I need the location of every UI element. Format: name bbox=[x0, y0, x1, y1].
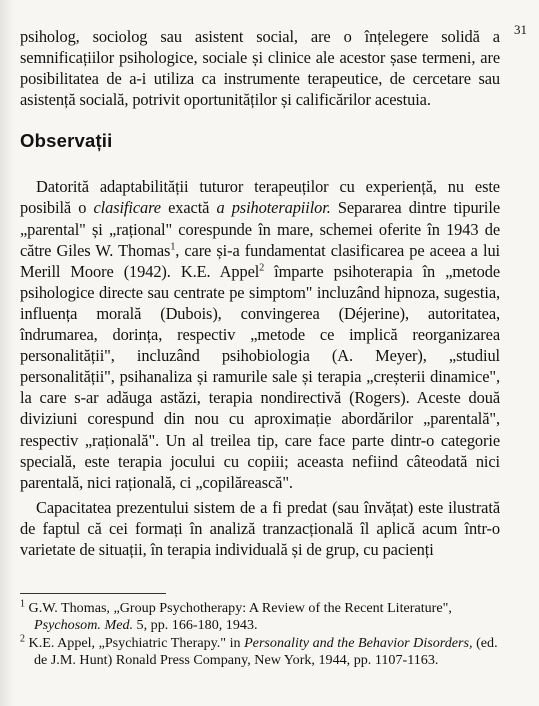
footnote-text: (ed. de J.M. Hunt) Ronald Press Company, New York, 1944, pp. 1107-1163. bbox=[34, 634, 498, 669]
footnote-rule bbox=[20, 593, 166, 594]
paragraph-text: împarte psihoterapia în „metode psihologice directe sau centrate pe simptom" incluzând hipnoza, sugestia, influența morală (Dubois), convingerea (Déjerine), autoritatea, îndrumarea, dorința, respectiv „metode ce implică reorganizarea personalității", incluzând psihobiologia (A. Meyer), „studiul personalității", psihanaliza și ramurile sale și terapia „creșterii dinamice", la care s-ar adăuga astăzi, terapia nondirectivă (Rogers). Aceste două diviziuni corespund din nou cu aproximație abordărilor „parentală", respectiv „rațională". Un al treilea tip, care face parte dintr-o categorie specială, este terapia jocului cu copiii; aceasta nefiind câteodată nici parentală, nici rațională, ci „copilărească". bbox=[20, 261, 501, 492]
footnote-1 bbox=[20, 600, 510, 635]
paragraph-text: exactă bbox=[160, 198, 217, 218]
paragraph-text: Datorită adaptabilității tuturor terapeuților cu experiență, nu este posibilă o bbox=[20, 177, 500, 218]
footnote-number: 1 bbox=[20, 598, 25, 610]
paragraph-text: , care și-a fundamentat clasificarea pe aceea a lui Merill Moore (1942). K.E. Appel bbox=[20, 240, 500, 281]
footnote-ref-1: 1 bbox=[170, 241, 176, 253]
footnote-text: K.E. Appel, „Psychiatric Therapy." in bbox=[25, 634, 245, 651]
paragraph-observations bbox=[20, 176, 500, 492]
section-heading: Observații bbox=[20, 130, 113, 152]
footnote-italic: Personality and the Behavior Disorders, bbox=[244, 634, 473, 651]
footnote-italic: Psychosom. Med. bbox=[34, 617, 134, 634]
page-number: 31 bbox=[514, 22, 527, 37]
footnotes bbox=[20, 600, 510, 670]
footnote-number: 2 bbox=[20, 633, 25, 645]
italic-text: a psihoterapiilor. bbox=[216, 198, 331, 218]
paragraph-capacity: Capacitatea prezentului sistem de a fi predat (sau învățat) este ilustrată de faptul că cei formați în analiză tranzacțională îl aplică acum într-o varietate de situații, în terapia individuală și de grup, cu pacienți bbox=[20, 497, 500, 559]
footnote-2 bbox=[20, 635, 510, 670]
footnote-text: G.W. Thomas, „Group Psychotherapy: A Review of the Recent Literature", bbox=[25, 600, 452, 616]
italic-text: clasificare bbox=[93, 198, 161, 218]
page-body bbox=[20, 26, 500, 560]
footnote-ref-2: 2 bbox=[259, 262, 265, 274]
page-gutter-shadow bbox=[0, 0, 14, 706]
paragraph-text: Separarea dintre tipurile „parental" și „rațional" corespunde în mare, schemei oferite în 1943 de către Giles W. Thomas bbox=[20, 198, 500, 260]
footnote-text: 5, pp. 166-180, 1943. bbox=[133, 617, 258, 634]
paragraph-intro: psiholog, sociolog sau asistent social, are o înțelegere solidă a semnificațiilor psihologice, sociale și clinice ale acestor șase termeni, are posibilitatea de a-i utiliza ca instrumente terapeutice, de cercetare sau asistență socială, potrivit oportunităților și calificărilor acestuia. bbox=[20, 27, 500, 110]
